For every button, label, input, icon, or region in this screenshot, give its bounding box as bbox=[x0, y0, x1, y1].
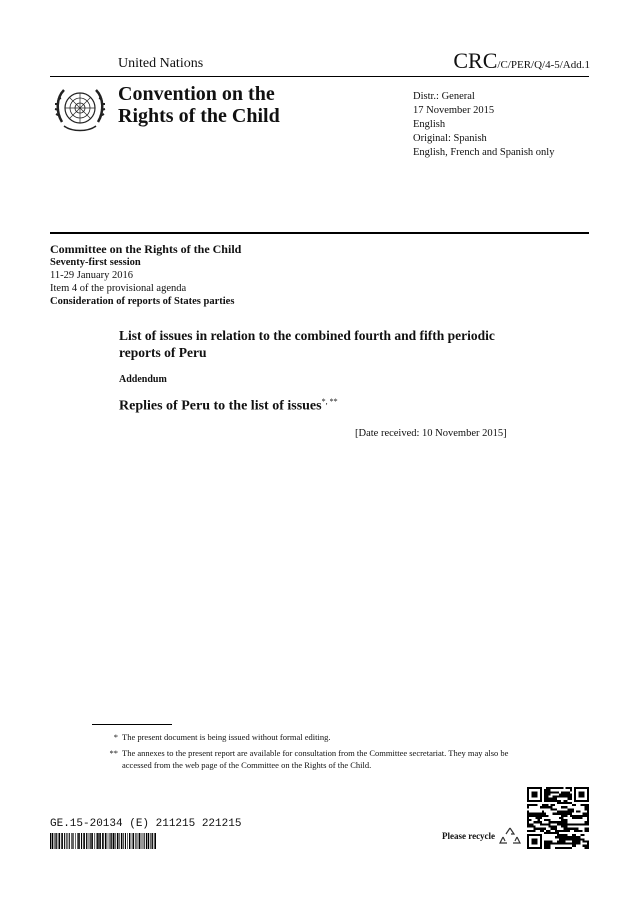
footnote-rule bbox=[92, 724, 172, 725]
addendum-label: Addendum bbox=[119, 374, 167, 385]
session-dates: 11-29 January 2016 bbox=[50, 270, 134, 281]
recycle-block bbox=[442, 826, 521, 846]
org-name: United Nations bbox=[118, 56, 204, 71]
consideration: Consideration of reports of States parties bbox=[50, 296, 235, 307]
footnote-marks: *, ** bbox=[321, 397, 338, 406]
distribution-date: 17 November 2015 bbox=[413, 105, 495, 116]
replies-title-text: Replies of Peru to the list of issues bbox=[119, 398, 322, 414]
job-code: GE.15-20134 (E) 211215 221215 bbox=[50, 818, 242, 830]
header-rule bbox=[50, 76, 589, 77]
qr-code-icon bbox=[527, 787, 589, 849]
symbol-main: CRC bbox=[453, 48, 498, 73]
recycle-label: Please recycle bbox=[442, 831, 496, 841]
convention-title-line1: Convention on the bbox=[118, 83, 275, 105]
agenda-item: Item 4 of the provisional agenda bbox=[50, 283, 187, 294]
footnote-text: The annexes to the present report are available for consultation from the Committee secretariat. They may also be accessed from the web page of the Committee on the Rights of the Child. bbox=[122, 748, 509, 770]
recycle-icon bbox=[499, 826, 521, 846]
footnote-text: The present document is being issued without formal editing. bbox=[122, 732, 331, 742]
date-received: [Date received: 10 November 2015] bbox=[355, 428, 507, 439]
footnote-mark: * bbox=[113, 732, 118, 742]
list-of-issues-title: List of issues in relation to the combined fourth and fifth periodic reports of Peru bbox=[119, 328, 495, 360]
session: Seventy-first session bbox=[50, 257, 141, 268]
symbol-rest: /C/PER/Q/4-5/Add.1 bbox=[497, 59, 590, 71]
distribution-line: Distr.: General bbox=[413, 91, 475, 102]
replies-title bbox=[119, 397, 338, 415]
document-symbol bbox=[453, 48, 590, 74]
committee-block bbox=[50, 243, 241, 308]
distribution-languages: English, French and Spanish only bbox=[413, 147, 555, 158]
convention-title bbox=[118, 83, 280, 127]
convention-title-line2: Rights of the Child bbox=[118, 105, 280, 127]
barcode-icon bbox=[50, 833, 158, 849]
footnote bbox=[100, 747, 540, 771]
distribution-block bbox=[413, 90, 554, 160]
un-emblem-icon bbox=[52, 82, 108, 138]
footnote bbox=[100, 731, 540, 743]
distribution-language: English bbox=[413, 119, 446, 130]
section-rule bbox=[50, 232, 589, 234]
distribution-original: Original: Spanish bbox=[413, 133, 487, 144]
footnotes bbox=[100, 731, 540, 771]
footnote-mark: ** bbox=[109, 748, 118, 758]
committee-name: Committee on the Rights of the Child bbox=[50, 242, 242, 256]
